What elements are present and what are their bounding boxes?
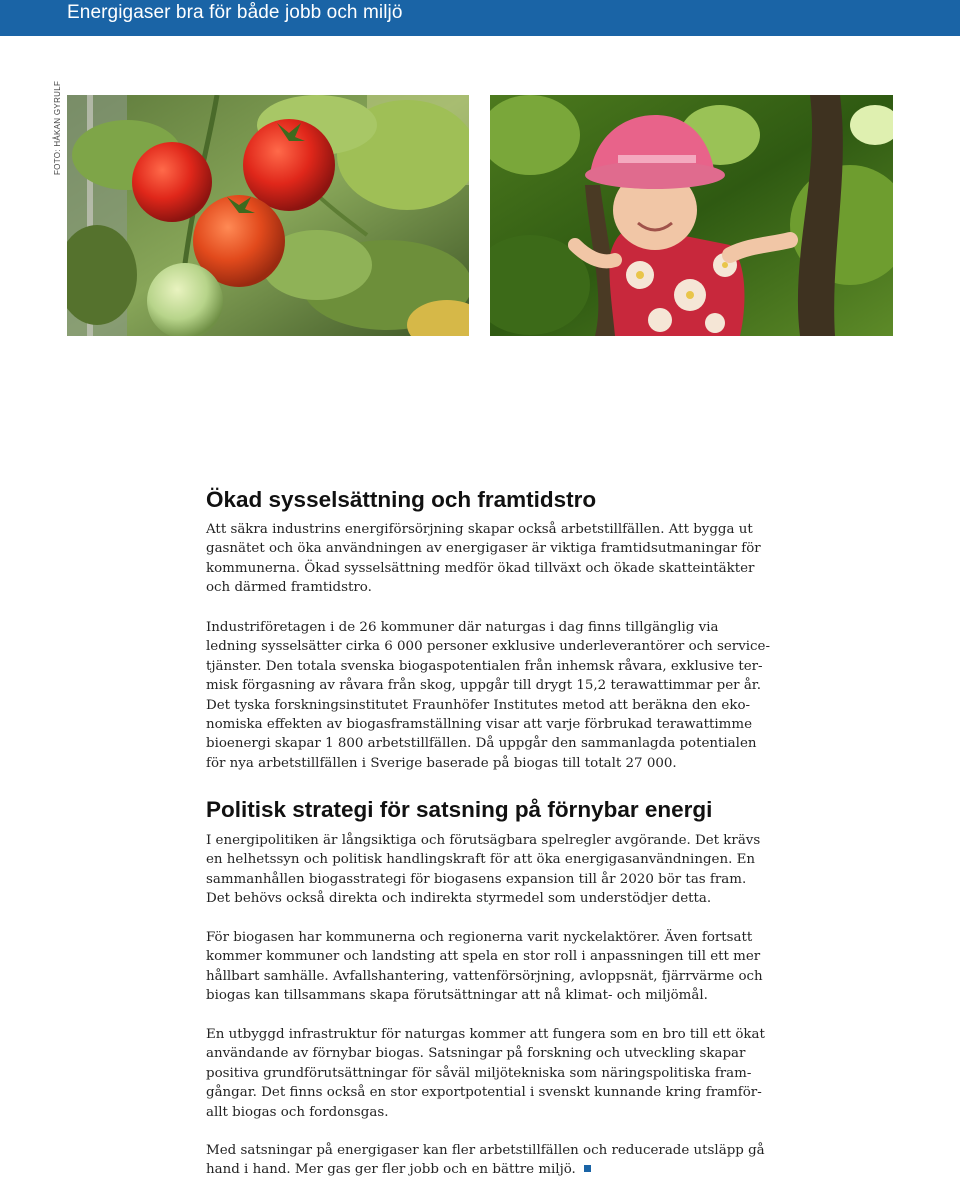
header-title: Energigaser bra för både jobb och miljö: [67, 2, 403, 23]
text-line: Att säkra industrins energiförsörjning skapar också arbetstillfällen. Att bygga ut: [206, 522, 753, 537]
paragraph: [206, 520, 766, 598]
text-line: användande av förnybar biogas. Satsningar på forskning och utveckling skapar: [206, 1046, 746, 1062]
text-line: kommer kommuner och landsting att spela en stor roll i anpassningen till ett mer: [206, 949, 761, 965]
tomato-plant-photo: [67, 95, 469, 336]
paragraph: [206, 618, 771, 773]
text-line: för nya arbetstillfällen i Sverige baserade på biogas till totalt 27 000.: [206, 755, 677, 771]
text-line: gasnätet och öka användningen av energigaser är viktiga framtidsutmaningar för: [206, 541, 761, 557]
text-line: Det behövs också direkta och indirekta styrmedel som understödjer detta.: [206, 891, 712, 907]
section-heading-strategy: Politisk strategi för satsning på förnybar energi: [206, 797, 713, 822]
text-line: För biogasen har kommunerna och regionerna varit nyckelaktörer. Även fortsatt: [206, 930, 753, 945]
text-line: Det tyska forskningsinstitutet Fraunhöfer Institutes metod att beräkna den eko-: [206, 697, 751, 713]
text-line: positiva grundförutsättningar för såväl miljötekniska som näringspolitiska fram-: [206, 1065, 752, 1081]
text-line-last-text: hand i hand. Mer gas ger fler jobb och en bättre miljö.: [206, 1162, 576, 1178]
text-line: misk förgasning av råvara från skog, uppgår till drygt 15,2 terawattimmar per år.: [206, 678, 761, 694]
section-heading-employment: Ökad sysselsättning och framtidstro: [206, 487, 597, 512]
end-mark-icon: [584, 1165, 591, 1172]
text-line: tjänster. Den totala svenska biogaspotentialen från inhemsk råvara, exklusive ter-: [206, 658, 763, 674]
text-line: sammanhållen biogasstrategi för biogasens expansion till år 2020 bör tas fram.: [206, 871, 747, 887]
text-line: gångar. Det finns också en stor exportpotential i svenskt kunnande kring framför-: [206, 1085, 762, 1101]
text-line: ledning sysselsätter cirka 6 000 personer exklusive underleverantörer och service-: [206, 639, 771, 655]
text-line: bioenergi skapar 1 800 arbetstillfällen. Då uppgår den sammanlagda potentialen: [206, 736, 757, 752]
text-line: I energipolitiken är långsiktiga och förutsägbara spelregler avgörande. Det krävs: [206, 833, 761, 848]
text-line: och därmed framtidstro.: [206, 580, 372, 596]
photo-credit: FOTO: HÅKAN GYRULF: [53, 80, 62, 175]
text-line: biogas kan tillsammans skapa förutsättningar att nå klimat- och miljömål.: [206, 988, 708, 1004]
header-bar: [0, 0, 960, 36]
text-line-last: [206, 1160, 766, 1179]
paragraph: [206, 1141, 766, 1180]
text-line: nomiska effekten av biogasframställning visar att varje förbrukad terawattimme: [206, 717, 752, 733]
child-in-tree-photo: [490, 95, 893, 336]
text-line: Med satsningar på energigaser kan fler arbetstillfällen och reducerade utsläpp gå: [206, 1143, 765, 1158]
text-line: allt biogas och fordonsgas.: [206, 1104, 389, 1120]
text-line: kommunerna. Ökad sysselsättning medför ökad tillväxt och ökade skatteintäkter: [206, 560, 755, 576]
text-line: en helhetssyn och politisk handlingskraft för att öka energigasanvändningen. En: [206, 852, 755, 868]
paragraph: [206, 928, 766, 1006]
text-line: hållbart samhälle. Avfallshantering, vattenförsörjning, avloppsnät, fjärrvärme och: [206, 968, 763, 984]
paragraph: [206, 831, 766, 909]
paragraph: [206, 1025, 766, 1122]
text-line: Industriföretagen i de 26 kommuner där naturgas i dag finns tillgänglig via: [206, 620, 719, 635]
text-line: En utbyggd infrastruktur för naturgas kommer att fungera som en bro till ett ökat: [206, 1027, 765, 1042]
